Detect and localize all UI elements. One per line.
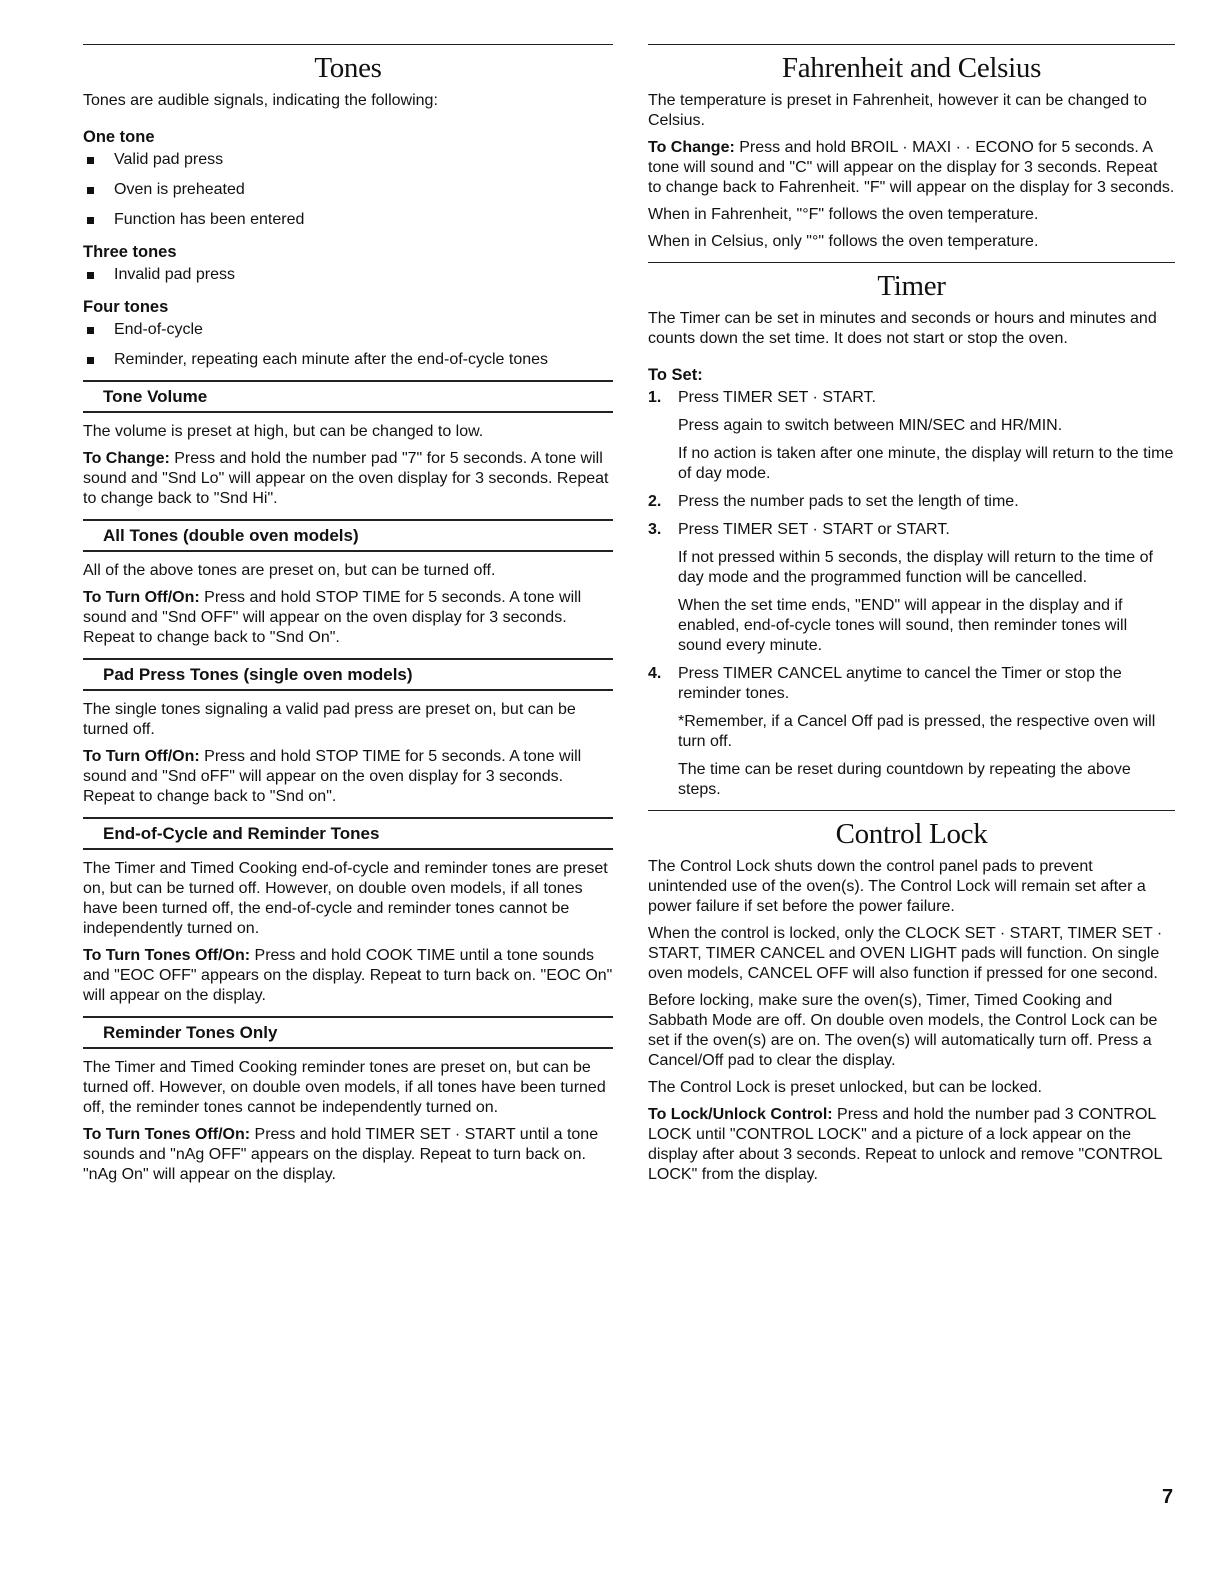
fahrenheit-text: The temperature is preset in Fahrenheit, however it can be changed to Celsius.: [648, 92, 1147, 129]
control-lock-text: The Control Lock shuts down the control panel pads to prevent unintended use of the oven(s). The Control Lock will remain set after a power failure if set before the power failure.: [648, 858, 1146, 915]
fahrenheit-note: When in Fahrenheit, "°F" follows the oven temperature.: [648, 206, 1039, 223]
page-number: 7: [1162, 1486, 1174, 1508]
tone-volume-text: The volume is preset at high, but can be changed to low.: [83, 423, 484, 440]
reminder-tones-toggle: To Turn Tones Off/On: Press and hold TIMER SET · START until a tone sounds and "nAg OFF" appears on the display. Repeat to turn back on. "nAg On" will appear on the display.: [83, 1126, 599, 1183]
list-item: Oven is preheated: [83, 180, 613, 200]
pad-press-text: The single tones signaling a valid pad press are preset on, but can be turned off.: [83, 701, 576, 738]
timer-title: Timer: [877, 270, 946, 302]
control-lock-locked: When the control is locked, only the CLOCK SET · START, TIMER SET · START, TIMER CANCEL and OVEN LIGHT pads will function. On single oven models, CANCEL OFF will also function if pressed for one second.: [648, 925, 1163, 982]
bullet-icon: [87, 187, 94, 194]
celsius-note: When in Celsius, only "°" follows the oven temperature.: [648, 233, 1039, 250]
control-lock-preset: The Control Lock is preset unlocked, but can be locked.: [648, 1079, 1042, 1096]
end-of-cycle-toggle: To Turn Tones Off/On: Press and hold COOK TIME until a tone sounds and "EOC OFF" appears on the display. Repeat to turn back on. "EOC On" will appear on the display.: [83, 947, 613, 1004]
four-tones-list: [83, 320, 613, 370]
tones-title: Tones: [314, 52, 382, 84]
all-tones-heading: All Tones (double oven models): [83, 519, 613, 552]
tone-volume-heading: Tone Volume: [83, 380, 613, 413]
bullet-icon: [87, 157, 94, 164]
one-tone-list: [83, 150, 613, 230]
step-number: 3.: [648, 521, 662, 538]
list-item: Invalid pad press: [83, 265, 613, 285]
section-divider: [648, 262, 1175, 263]
step-item: 1. Press TIMER SET · START. Press again to switch between MIN/SEC and HR/MIN. If no action is taken after one minute, the display will return to the time of day mode.: [648, 389, 1174, 482]
left-column: [83, 44, 613, 1192]
section-divider: [648, 810, 1175, 811]
fahrenheit-title: Fahrenheit and Celsius: [781, 52, 1042, 84]
fahrenheit-change: To Change: Press and hold BROIL · MAXI · · ECONO for 5 seconds. A tone will sound and "C" will appear on the display for 3 seconds. Repeat to change back to Fahrenheit. "F" will appear on the display for 3 seconds.: [648, 139, 1175, 196]
end-of-cycle-heading: End-of-Cycle and Reminder Tones: [83, 817, 613, 850]
all-tones-text: All of the above tones are preset on, but can be turned off.: [83, 562, 496, 579]
top-rule: [648, 44, 1175, 45]
reminder-tones-heading: Reminder Tones Only: [83, 1016, 613, 1049]
pad-press-heading: Pad Press Tones (single oven models): [83, 658, 613, 691]
list-item: Function has been entered: [83, 210, 613, 230]
end-of-cycle-text: The Timer and Timed Cooking end-of-cycle and reminder tones are preset on, but can be turned off. However, on double oven models, if all tones have been turned off, the end-of-cycle and reminder tones cannot be independently turned on.: [83, 860, 608, 937]
tone-volume-change: To Change: Press and hold the number pad "7" for 5 seconds. A tone will sound and "Snd Lo" will appear on the oven display for 3 seconds. Repeat to change back to "Snd Hi".: [83, 450, 609, 507]
timer-steps: [648, 388, 1175, 800]
bullet-icon: [87, 217, 94, 224]
step-number: 4.: [648, 665, 662, 682]
bullet-icon: [87, 327, 94, 334]
list-item: Reminder, repeating each minute after the end-of-cycle tones: [83, 350, 613, 370]
bullet-icon: [87, 272, 94, 279]
pad-press-toggle: To Turn Off/On: Press and hold STOP TIME for 5 seconds. A tone will sound and "Snd oFF" will appear on the oven display for 3 seconds. Repeat to change back to "Snd on".: [83, 748, 582, 805]
one-tone-heading: One tone: [83, 128, 155, 146]
step-item: 4. Press TIMER CANCEL anytime to cancel the Timer or stop the reminder tones. *Remember, if a Cancel Off pad is pressed, the respective oven will turn off. The time can be reset during countdown by repeating the above steps.: [648, 665, 1156, 798]
reminder-tones-text: The Timer and Timed Cooking reminder tones are preset on, but can be turned off. However, on double oven models, if all tones have been turned off, the reminder tones cannot be independently turned on.: [83, 1059, 606, 1116]
timer-set-heading: To Set:: [648, 366, 703, 384]
step-number: 1.: [648, 389, 662, 406]
three-tones-list: [83, 265, 613, 285]
right-column: [648, 44, 1175, 1192]
bullet-icon: [87, 357, 94, 364]
step-item: 2. Press the number pads to set the length of time.: [648, 493, 1019, 510]
step-number: 2.: [648, 493, 662, 510]
three-tones-heading: Three tones: [83, 243, 177, 261]
four-tones-heading: Four tones: [83, 298, 169, 316]
control-lock-title: Control Lock: [835, 818, 988, 850]
timer-intro: The Timer can be set in minutes and seconds or hours and minutes and counts down the set time. It does not start or stop the oven.: [648, 310, 1157, 347]
control-lock-toggle: To Lock/Unlock Control: Press and hold the number pad 3 CONTROL LOCK until "CONTROL LOCK" and a picture of a lock appear on the display after about 3 seconds. Repeat to unlock and remove "CONTROL LOCK" from the display.: [648, 1106, 1162, 1183]
list-item: End-of-cycle: [83, 320, 613, 340]
tones-intro: Tones are audible signals, indicating the following:: [83, 92, 438, 109]
step-item: 3. Press TIMER SET · START or START. If not pressed within 5 seconds, the display will return to the time of day mode and the programmed function will be cancelled. When the set time ends, "END" will appear in the display and if enabled, end-of-cycle tones will sound, then reminder tones will sound every minute.: [648, 521, 1153, 654]
all-tones-toggle: To Turn Off/On: Press and hold STOP TIME for 5 seconds. A tone will sound and "Snd OFF" will appear on the oven display for 3 seconds. Repeat to change back to "Snd On".: [83, 589, 582, 646]
top-rule: [83, 44, 613, 45]
control-lock-before: Before locking, make sure the oven(s), Timer, Timed Cooking and Sabbath Mode are off. On double oven models, the Control Lock can be set if the oven(s) are on. The oven(s) will automatically turn off. Press a Cancel/Off pad to clear the display.: [648, 992, 1158, 1069]
list-item: Valid pad press: [83, 150, 613, 170]
